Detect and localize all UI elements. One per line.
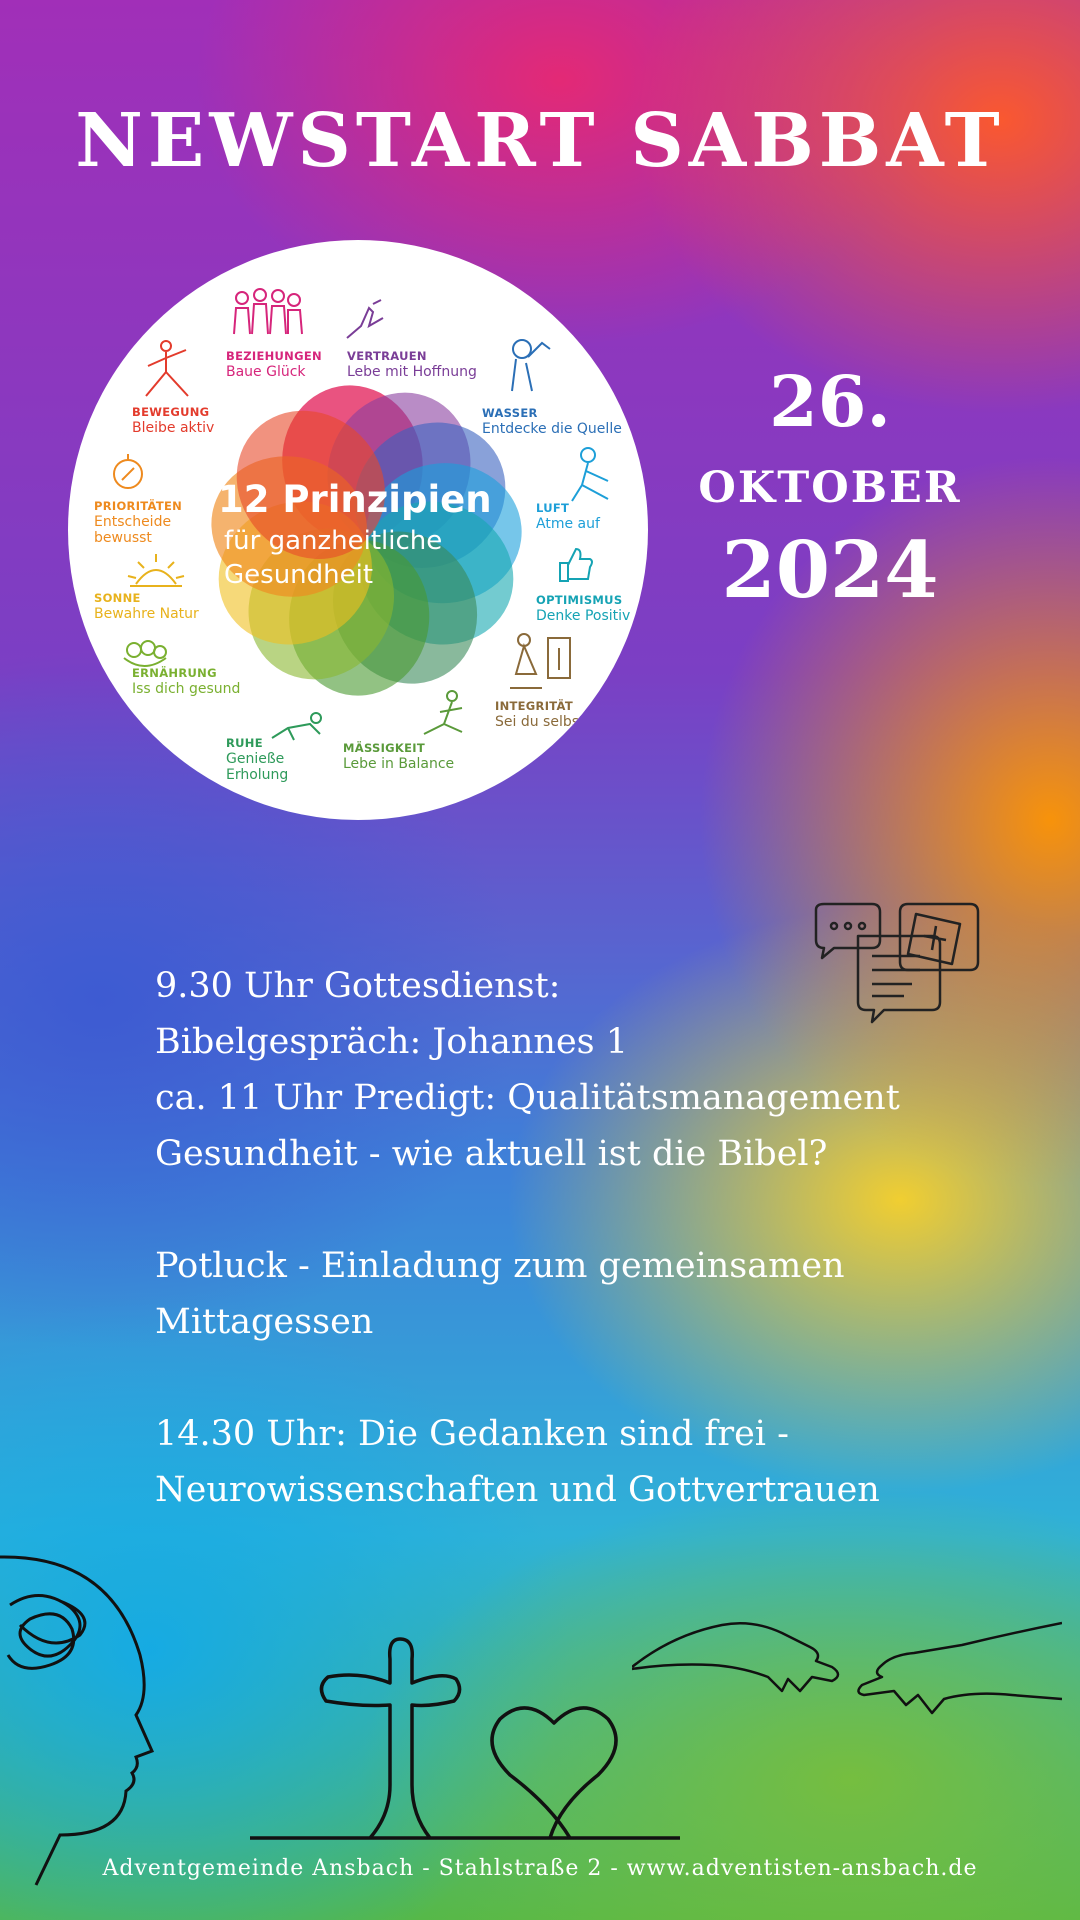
principle-prioritaeten: PRIORITÄTEN Entscheide bewusst [94, 499, 183, 546]
balance-figure-icon [418, 688, 468, 738]
page-title: NEWSTART SABBAT [75, 98, 1005, 184]
program-line: Potluck - Einladung zum gemeinsamen [155, 1246, 845, 1286]
principle-ruhe: RUHE Genieße Erholung [226, 736, 289, 783]
principle-beziehungen: BEZIEHUNGEN Baue Glück [226, 349, 322, 380]
program-line: Gesundheit - wie aktuell ist die Bibel? [155, 1134, 828, 1174]
principles-circle [68, 240, 648, 820]
cross-heart-icon [250, 1635, 680, 1840]
program-line: Mittagessen [155, 1302, 374, 1342]
hands-icon [343, 298, 393, 342]
principle-integritaet: INTEGRITÄT Sei du selbst [495, 699, 585, 730]
program-line: 9.30 Uhr Gottesdienst: [155, 966, 561, 1006]
head-profile-icon [0, 1545, 170, 1890]
principles-subtitle [224, 524, 504, 592]
sun-icon [126, 550, 186, 590]
principle-wasser: WASSER Entdecke die Quelle [482, 406, 622, 437]
program-line: Bibelgespräch: Johannes 1 [155, 1022, 629, 1062]
compass-icon [108, 450, 148, 496]
footer-address: Adventgemeinde Ansbach - Stahlstraße 2 - www.adventisten-ansbach.de [102, 1856, 978, 1881]
principles-title: 12 Prinzipien [218, 478, 492, 521]
date-month: OKTOBER [698, 463, 962, 513]
principle-bewegung: BEWEGUNG Bleibe aktiv [132, 405, 215, 436]
principles-subtitle-line1: für ganzheitliche [224, 526, 443, 556]
program [155, 958, 1015, 1518]
date-year: 2024 [721, 525, 939, 616]
principle-luft: LUFT Atme auf [536, 501, 600, 532]
program-line: Neurowissenschaften und Gottvertrauen [155, 1470, 880, 1510]
program-line: ca. 11 Uhr Predigt: Qualitätsmanagement [155, 1078, 900, 1118]
principle-maessigkeit: MÄSSIGKEIT Lebe in Balance [343, 741, 455, 772]
breathing-person-icon [568, 445, 618, 505]
principle-ernaehrung: ERNÄHRUNG Iss dich gesund [132, 666, 241, 697]
program-line: 14.30 Uhr: Die Gedanken sind frei - [155, 1414, 789, 1454]
principles-subtitle-line2: Gesundheit [224, 560, 374, 590]
people-group-icon [228, 286, 308, 338]
exercise-figure-icon [138, 340, 194, 400]
creation-hands-icon [632, 1595, 1062, 1740]
mirror-figure-icon [506, 630, 576, 690]
date-day: 26. [769, 360, 891, 443]
principle-vertrauen: VERTRAUEN Lebe mit Hoffnung [347, 349, 477, 380]
principle-optimismus: OPTIMISMUS Denke Positiv [536, 593, 631, 624]
thumbs-up-icon [554, 545, 594, 585]
principle-sonne: SONNE Bewahre Natur [94, 591, 199, 622]
water-drinking-icon [506, 335, 556, 395]
